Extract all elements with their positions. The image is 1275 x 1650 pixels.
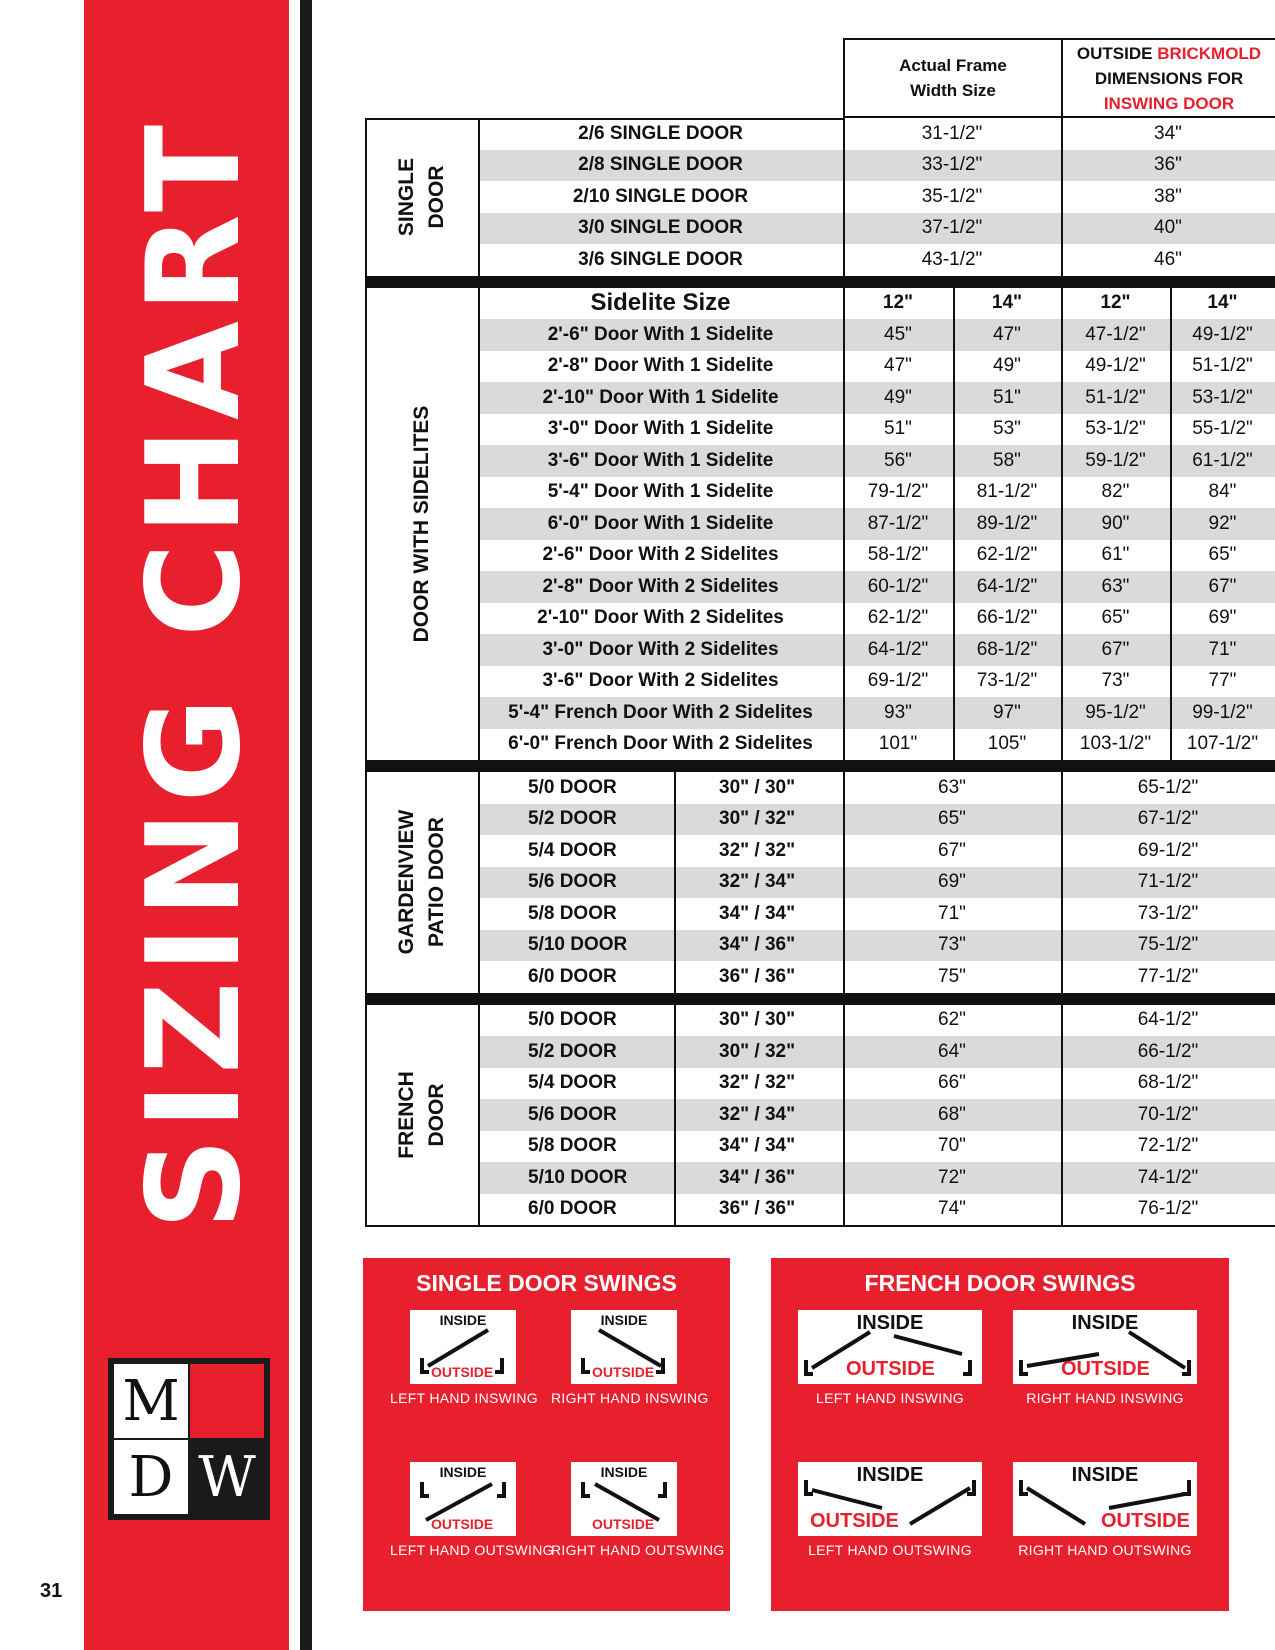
french-door-name: 5/0 DOOR [478, 1005, 674, 1037]
gardenview-frame: 75" [843, 961, 1061, 993]
sidelite-value: 51-1/2" [1061, 382, 1170, 414]
french-frame: 70" [843, 1131, 1061, 1163]
french-door-name: 5/10 DOOR [478, 1162, 674, 1194]
col-rule [478, 288, 480, 761]
french-swings-panel [771, 1258, 1229, 1611]
gardenview-panels: 34" / 34" [674, 898, 843, 930]
single-door-name: 2/8 SINGLE DOOR [478, 150, 843, 182]
french-swing-caption: RIGHT HAND OUTSWING [1018, 1542, 1192, 1558]
sidelite-value: 105" [953, 729, 1061, 761]
col-rule [1061, 118, 1063, 276]
header-brickmold [1061, 38, 1275, 118]
gardenview-panels: 30" / 30" [674, 772, 843, 804]
inside-label: INSIDE [856, 1464, 924, 1486]
sidelite-door-name: 2'-6" Door With 2 Sidelites [478, 540, 843, 572]
sidelite-door-name: 6'-0" Door With 1 Sidelite [478, 508, 843, 540]
col-rule [478, 1005, 480, 1226]
sidelite-door-name: 2'-6" Door With 1 Sidelite [478, 319, 843, 351]
gardenview-door-name: 5/8 DOOR [478, 898, 674, 930]
door-leaf-line [497, 1482, 504, 1496]
section-label-single-door [365, 118, 478, 276]
inside-label: INSIDE [600, 1312, 648, 1328]
french-frame: 72" [843, 1162, 1061, 1194]
sidelite-value: 62-1/2" [843, 603, 953, 635]
door-leaf-line [1021, 1360, 1028, 1374]
sidelite-size-header: 14" [1207, 292, 1238, 314]
gardenview-panels: 30" / 32" [674, 804, 843, 836]
sidelite-door-name: 5'-4" Door With 1 Sidelite [478, 477, 843, 509]
header-brickmold-part: OUTSIDE [1076, 43, 1158, 63]
col-rule [1061, 1005, 1063, 1226]
gardenview-frame: 67" [843, 835, 1061, 867]
header-brickmold-part: INSWING DOOR [1103, 93, 1235, 113]
row-rule [365, 118, 843, 120]
col-rule [365, 118, 367, 276]
sidelite-value: 66-1/2" [953, 603, 1061, 635]
sidelite-value: 71" [1170, 634, 1275, 666]
sidelite-value: 67" [1061, 634, 1170, 666]
sidelite-value: 61-1/2" [1170, 445, 1275, 477]
door-leaf-line [595, 1484, 659, 1520]
sidelite-value: 68-1/2" [953, 634, 1061, 666]
gardenview-door-name: 5/4 DOOR [478, 835, 674, 867]
sidelite-value: 103-1/2" [1061, 729, 1170, 761]
sidelite-value: 53" [953, 414, 1061, 446]
single-swings-panel [363, 1258, 730, 1611]
french-frame: 68" [843, 1099, 1061, 1131]
section-label-text: SINGLE DOOR [394, 157, 448, 236]
door-leaf-line [894, 1336, 962, 1354]
sidelite-value: 47" [843, 351, 953, 383]
sidelite-value: 67" [1170, 571, 1275, 603]
sidelite-door-name: 3'-6" Door With 1 Sidelite [478, 445, 843, 477]
sidelite-value: 58" [953, 445, 1061, 477]
sidelite-value: 51" [843, 414, 953, 446]
col-rule [674, 1005, 676, 1226]
inside-label: INSIDE [856, 1312, 924, 1334]
single-door-frame: 31-1/2" [843, 118, 1061, 150]
gardenview-panels: 36" / 36" [674, 961, 843, 993]
inside-label: INSIDE [439, 1312, 487, 1328]
outside-label: OUTSIDE [431, 1364, 494, 1380]
sidelite-value: 73-1/2" [953, 666, 1061, 698]
french-panels: 32" / 32" [674, 1068, 843, 1100]
sidelite-value: 51-1/2" [1170, 351, 1275, 383]
logo-letter-m: M [114, 1364, 188, 1438]
section-label-gardenview [365, 772, 478, 993]
gardenview-panels: 32" / 32" [674, 835, 843, 867]
french-swing-card [1013, 1310, 1197, 1384]
single-door-brickmold: 36" [1061, 150, 1275, 182]
french-panels: 32" / 34" [674, 1099, 843, 1131]
sidelite-header-title: Sidelite Size [590, 289, 731, 317]
outside-label: OUTSIDE [431, 1516, 494, 1532]
sidelite-value: 61" [1061, 540, 1170, 572]
french-panels: 34" / 34" [674, 1131, 843, 1163]
gardenview-frame: 73" [843, 930, 1061, 962]
col-rule [674, 772, 676, 993]
door-leaf-line [599, 1330, 661, 1366]
sidelite-value: 95-1/2" [1061, 697, 1170, 729]
gardenview-brickmold: 69-1/2" [1061, 835, 1275, 867]
single-door-name: 3/6 SINGLE DOOR [478, 244, 843, 276]
sidelite-value: 45" [843, 319, 953, 351]
col-rule [953, 288, 955, 761]
inside-label: INSIDE [600, 1464, 648, 1480]
outside-label: OUTSIDE [810, 1510, 899, 1532]
sidelite-door-name: 3'-0" Door With 1 Sidelite [478, 414, 843, 446]
french-door-name: 6/0 DOOR [478, 1194, 674, 1226]
sidelite-size-header: 12" [1100, 292, 1131, 314]
door-leaf-line [963, 1360, 970, 1374]
header-brickmold-part: BRICKMOLD [1157, 43, 1262, 63]
single-swing-card [571, 1310, 677, 1384]
door-leaf-line [495, 1358, 502, 1372]
gardenview-door-name: 5/2 DOOR [478, 804, 674, 836]
french-frame: 64" [843, 1036, 1061, 1068]
sidelite-value: 99-1/2" [1170, 697, 1275, 729]
sidelite-door-name: 2'-10" Door With 1 Sidelite [478, 382, 843, 414]
gardenview-panels: 34" / 36" [674, 930, 843, 962]
sidelite-value: 82" [1061, 477, 1170, 509]
gardenview-panels: 32" / 34" [674, 867, 843, 899]
french-frame: 74" [843, 1194, 1061, 1226]
sidelite-value: 101" [843, 729, 953, 761]
gardenview-door-name: 5/10 DOOR [478, 930, 674, 962]
sidelite-door-name: 3'-6" Door With 2 Sidelites [478, 666, 843, 698]
french-swings-title: FRENCH DOOR SWINGS [864, 1270, 1136, 1296]
col-rule [365, 288, 367, 761]
sidelite-size-header: 14" [991, 292, 1023, 314]
sidelite-value: 64-1/2" [953, 571, 1061, 603]
inside-label: INSIDE [1071, 1312, 1139, 1334]
header-frame-width-label: Actual Frame Width Size [899, 56, 1007, 100]
sidelite-value: 93" [843, 697, 953, 729]
col-rule [1061, 772, 1063, 993]
section-label-text: FRENCH DOOR [394, 1071, 448, 1159]
french-brickmold: 72-1/2" [1061, 1131, 1275, 1163]
logo-letter-d: D [114, 1440, 188, 1514]
header-brickmold-part: DIMENSIONS FOR [1094, 68, 1244, 88]
single-swing-caption: RIGHT HAND INSWING [551, 1390, 709, 1406]
gardenview-brickmold: 67-1/2" [1061, 804, 1275, 836]
sidelite-value: 49-1/2" [1061, 351, 1170, 383]
sidelite-value: 65" [1170, 540, 1275, 572]
gardenview-brickmold: 65-1/2" [1061, 772, 1275, 804]
section-divider [365, 993, 1275, 1005]
header-brickmold-label [1074, 41, 1264, 116]
single-door-brickmold: 40" [1061, 213, 1275, 245]
french-frame: 66" [843, 1068, 1061, 1100]
single-door-name: 3/0 SINGLE DOOR [478, 213, 843, 245]
single-door-brickmold: 38" [1061, 181, 1275, 213]
sidelite-size-header: 12" [882, 292, 914, 314]
outside-label: OUTSIDE [1061, 1358, 1150, 1380]
col-rule [843, 1005, 845, 1226]
section-label-text: DOOR WITH SIDELITES [409, 405, 433, 643]
sidelite-value: 60-1/2" [843, 571, 953, 603]
sidelite-value: 84" [1170, 477, 1275, 509]
header-frame-width [843, 38, 1061, 118]
gardenview-frame: 69" [843, 867, 1061, 899]
sidelite-door-name: 2'-8" Door With 1 Sidelite [478, 351, 843, 383]
col-rule [843, 288, 845, 761]
gardenview-frame: 65" [843, 804, 1061, 836]
sidelite-value: 49" [843, 382, 953, 414]
sidelite-value: 92" [1170, 508, 1275, 540]
french-frame: 62" [843, 1005, 1061, 1037]
single-swing-card [571, 1462, 677, 1536]
door-leaf-line [1027, 1488, 1085, 1524]
gardenview-frame: 63" [843, 772, 1061, 804]
outside-label: OUTSIDE [592, 1364, 655, 1380]
gardenview-brickmold: 77-1/2" [1061, 961, 1275, 993]
sidelite-value: 49-1/2" [1170, 319, 1275, 351]
french-brickmold: 66-1/2" [1061, 1036, 1275, 1068]
single-door-frame: 33-1/2" [843, 150, 1061, 182]
col-rule [843, 772, 845, 993]
sidelite-value: 90" [1061, 508, 1170, 540]
door-leaf-line [812, 1490, 882, 1508]
single-swing-caption: LEFT HAND INSWING [390, 1390, 538, 1406]
door-leaf-line [422, 1482, 429, 1496]
section-label-text: GARDENVIEW PATIO DOOR [394, 809, 448, 955]
col-rule [365, 1005, 367, 1226]
sidelite-value: 51" [953, 382, 1061, 414]
gardenview-door-name: 6/0 DOOR [478, 961, 674, 993]
french-swing-caption: RIGHT HAND INSWING [1026, 1390, 1184, 1406]
door-leaf-line [428, 1330, 488, 1366]
outside-label: OUTSIDE [846, 1358, 935, 1380]
gardenview-door-name: 5/6 DOOR [478, 867, 674, 899]
sidelite-value: 59-1/2" [1061, 445, 1170, 477]
single-door-frame: 35-1/2" [843, 181, 1061, 213]
gardenview-frame: 71" [843, 898, 1061, 930]
single-door-brickmold: 34" [1061, 118, 1275, 150]
sidelite-value: 53-1/2" [1170, 382, 1275, 414]
inside-label: INSIDE [439, 1464, 487, 1480]
gardenview-brickmold: 75-1/2" [1061, 930, 1275, 962]
sidelite-value: 107-1/2" [1170, 729, 1275, 761]
logo-red-square [190, 1364, 264, 1438]
french-brickmold: 70-1/2" [1061, 1099, 1275, 1131]
single-door-frame: 43-1/2" [843, 244, 1061, 276]
sidebar-black-rule [300, 0, 312, 1650]
french-swing-card [1013, 1462, 1197, 1536]
sidelite-value: 63" [1061, 571, 1170, 603]
door-leaf-line [583, 1482, 590, 1496]
page-title: SIZING CHART [120, 116, 269, 1230]
logo-letter-w: W [190, 1440, 264, 1514]
outside-label: OUTSIDE [592, 1516, 655, 1532]
sidelite-door-name: 3'-0" Door With 2 Sidelites [478, 634, 843, 666]
french-door-name: 5/6 DOOR [478, 1099, 674, 1131]
single-swing-card [410, 1310, 516, 1384]
gardenview-brickmold: 73-1/2" [1061, 898, 1275, 930]
sidelite-value: 97" [953, 697, 1061, 729]
door-leaf-line [910, 1488, 970, 1524]
french-panels: 30" / 32" [674, 1036, 843, 1068]
single-swing-caption: RIGHT HAND OUTSWING [551, 1542, 725, 1558]
single-door-name: 2/6 SINGLE DOOR [478, 118, 843, 150]
door-leaf-line [1109, 1494, 1185, 1508]
sidelite-value: 53-1/2" [1061, 414, 1170, 446]
gardenview-brickmold: 71-1/2" [1061, 867, 1275, 899]
french-swing-caption: LEFT HAND OUTSWING [808, 1542, 972, 1558]
inside-label: INSIDE [1071, 1464, 1139, 1486]
french-panels: 30" / 30" [674, 1005, 843, 1037]
section-divider [365, 276, 1275, 288]
sidelite-door-name: 2'-8" Door With 2 Sidelites [478, 571, 843, 603]
french-door-name: 5/2 DOOR [478, 1036, 674, 1068]
col-rule [478, 772, 480, 993]
section-label-sidelites [365, 288, 478, 761]
col-rule [365, 772, 367, 993]
french-panels: 36" / 36" [674, 1194, 843, 1226]
single-swing-card [410, 1462, 516, 1536]
single-door-brickmold: 46" [1061, 244, 1275, 276]
single-door-name: 2/10 SINGLE DOOR [478, 181, 843, 213]
sidelite-value: 62-1/2" [953, 540, 1061, 572]
sidelite-value: 87-1/2" [843, 508, 953, 540]
outside-label: OUTSIDE [1101, 1510, 1190, 1532]
sidelite-value: 64-1/2" [843, 634, 953, 666]
door-leaf-line [426, 1484, 492, 1520]
french-swing-card [798, 1310, 982, 1384]
section-divider [365, 760, 1275, 772]
sidelite-door-name: 5'-4" French Door With 2 Sidelites [478, 697, 843, 729]
single-door-frame: 37-1/2" [843, 213, 1061, 245]
sidelite-value: 89-1/2" [953, 508, 1061, 540]
french-door-name: 5/4 DOOR [478, 1068, 674, 1100]
col-rule [1061, 288, 1063, 761]
col-rule [1170, 288, 1172, 761]
page-number: 31 [40, 1580, 63, 1602]
french-door-name: 5/8 DOOR [478, 1131, 674, 1163]
sidelite-value: 65" [1061, 603, 1170, 635]
sidelite-value: 73" [1061, 666, 1170, 698]
sidelite-door-name: 6'-0" French Door With 2 Sidelites [478, 729, 843, 761]
french-brickmold: 76-1/2" [1061, 1194, 1275, 1226]
sidelite-value: 77" [1170, 666, 1275, 698]
row-rule [365, 1225, 1275, 1227]
sidelite-value: 69" [1170, 603, 1275, 635]
section-label-french [365, 1005, 478, 1226]
sidelite-door-name: 2'-10" Door With 2 Sidelites [478, 603, 843, 635]
sidelite-value: 58-1/2" [843, 540, 953, 572]
sidelite-value: 69-1/2" [843, 666, 953, 698]
single-swing-caption: LEFT HAND OUTSWING [390, 1542, 554, 1558]
french-swing-card [798, 1462, 982, 1536]
sidelite-value: 47" [953, 319, 1061, 351]
french-swing-caption: LEFT HAND INSWING [816, 1390, 964, 1406]
french-panels: 34" / 36" [674, 1162, 843, 1194]
gardenview-door-name: 5/0 DOOR [478, 772, 674, 804]
sidelite-value: 56" [843, 445, 953, 477]
sidelite-value: 79-1/2" [843, 477, 953, 509]
french-brickmold: 64-1/2" [1061, 1005, 1275, 1037]
sidelite-value: 55-1/2" [1170, 414, 1275, 446]
door-leaf-line [583, 1358, 590, 1372]
sidelite-value: 49" [953, 351, 1061, 383]
mdw-logo [108, 1358, 270, 1520]
door-leaf-line [658, 1482, 665, 1496]
french-brickmold: 68-1/2" [1061, 1068, 1275, 1100]
french-brickmold: 74-1/2" [1061, 1162, 1275, 1194]
single-swings-title: SINGLE DOOR SWINGS [416, 1270, 677, 1296]
col-rule [843, 118, 845, 276]
col-rule [478, 118, 480, 276]
sidelite-value: 47-1/2" [1061, 319, 1170, 351]
sidelite-value: 81-1/2" [953, 477, 1061, 509]
